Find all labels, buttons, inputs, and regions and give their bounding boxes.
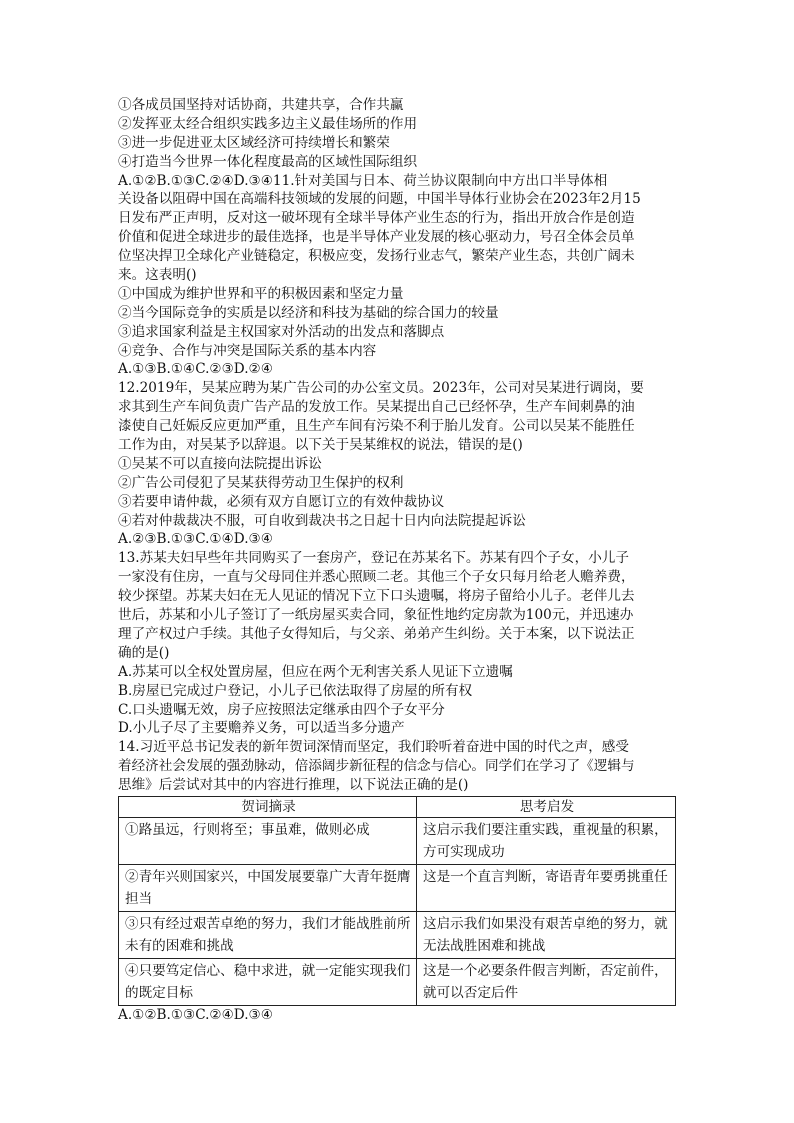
text-line: 理了产权过户手续。其他子女得知后，与父亲、弟弟产生纠纷。关于本案，以下说法正 bbox=[118, 625, 635, 642]
table-header-excerpt: 贺词摘录 bbox=[119, 796, 417, 817]
text-line: 工作为由，对吴某予以辞退。以下关于吴某维权的说法，错误的是() bbox=[118, 437, 523, 454]
text-line: A.①②B.①③C.②④D.③④11.针对美国与日本、荷兰协议限制向中方出口半导体相 bbox=[118, 172, 608, 189]
text-line: A.①③B.①④C.②③D.②④ bbox=[118, 361, 273, 378]
text-line: 价值和促进全球进步的最佳选择，也是半导体产业发展的核心驱动力，号召全体会员单 bbox=[118, 229, 635, 246]
text-line: ①各成员国坚持对话协商，共建共享，合作共赢 bbox=[118, 97, 404, 113]
text-line: 14.习近平总书记发表的新年贺词深情而坚定，我们聆听着奋进中国的时代之声，感受 bbox=[118, 739, 629, 756]
text-line: 较少探望。苏某夫妇在无人见证的情况下立下口头遗嘱，将房子留给小儿子。老伴儿去 bbox=[118, 588, 635, 605]
question-text-block bbox=[118, 96, 678, 795]
text-line: ②当今国际竞争的实质是以经济和科技为基础的综合国力的较量 bbox=[118, 304, 499, 321]
table-cell-excerpt: ①路虽远，行则将至；事虽难，做则必成 bbox=[119, 817, 417, 864]
text-line: 思维》后尝试对其中的内容进行推理，以下说法正确的是() bbox=[118, 777, 469, 794]
text-line: 确的是() bbox=[118, 644, 170, 661]
text-line: A.苏某可以全权处置房屋，但应在两个无利害关系人见证下立遗嘱 bbox=[118, 663, 513, 680]
text-line: C.口头遗嘱无效，房子应按照法定继承由四个子女平分 bbox=[118, 701, 445, 718]
text-line: 世后，苏某和小儿子签订了一纸房屋买卖合同，象征性地约定房款为100元，并迅速办 bbox=[118, 607, 634, 624]
text-line: ③若要申请仲裁，必须有双方自愿订立的有效仲裁协议 bbox=[118, 493, 445, 510]
text-line: 日发布严正声明，反对这一破坏现有全球半导体产业生态的行为，指出开放合作是创造 bbox=[118, 210, 635, 227]
table-row bbox=[119, 864, 676, 911]
table-header-row bbox=[119, 796, 676, 817]
text-line: 关设备以阻碍中国在高端科技领域的发展的问题，中国半导体行业协会在2023年2月15 bbox=[118, 191, 641, 208]
text-line: A.②③B.①③C.①④D.③④ bbox=[118, 531, 273, 548]
text-line: 一家没有住房，一直与父母同住并悉心照顾二老。其他三个子女只每月给老人赡养费， bbox=[118, 569, 635, 586]
table-cell-insight: 这是一个直言判断，寄语青年要勇挑重任 bbox=[417, 864, 676, 911]
text-line: ②发挥亚太经合组织实践多边主义最佳场所的作用 bbox=[118, 115, 418, 132]
table-cell-excerpt: ③只有经过艰苦卓绝的努力，我们才能战胜前所未有的困难和挑战 bbox=[119, 911, 417, 958]
text-line: 12.2019年，吴某应聘为某广告公司的办公室文员。2023年，公司对吴某进行调岗，要 bbox=[118, 380, 644, 397]
text-line: B.房屋已完成过户登记，小儿子已依法取得了房屋的所有权 bbox=[118, 682, 473, 699]
greeting-analysis-table bbox=[118, 796, 676, 1006]
table-header-insight: 思考启发 bbox=[417, 796, 676, 817]
text-line: 13.苏某夫妇早些年共同购买了一套房产，登记在苏某名下。苏某有四个子女，小儿子 bbox=[118, 550, 629, 567]
table-cell-excerpt: ②青年兴则国家兴，中国发展要靠广大青年挺膺担当 bbox=[119, 864, 417, 911]
text-line: 位坚决捍卫全球化产业链稳定，积极应变，发扬行业志气，繁荣产业生态，共创广阔未 bbox=[118, 248, 635, 265]
text-line: 漆使自己妊娠反应更加严重，且生产车间有污染不利于胎儿发育。公司以吴某不能胜任 bbox=[118, 418, 635, 435]
table-cell-insight: 这启示我们如果没有艰苦卓绝的努力，就无法战胜困难和挑战 bbox=[417, 911, 676, 958]
text-line: ②广告公司侵犯了吴某获得劳动卫生保护的权利 bbox=[118, 474, 404, 491]
text-line: ④打造当今世界一体化程度最高的区域性国际组织 bbox=[118, 153, 418, 170]
table-row bbox=[119, 911, 676, 958]
text-line: ③追求国家利益是主权国家对外活动的出发点和落脚点 bbox=[118, 323, 445, 340]
text-line: D.小儿子尽了主要赡养义务，可以适当多分遗产 bbox=[118, 720, 405, 737]
table-row bbox=[119, 817, 676, 864]
text-line: ①吴某不可以直接向法院提出诉讼 bbox=[118, 455, 322, 472]
text-line: 来。这表明() bbox=[118, 267, 197, 284]
text-line: ③进一步促进亚太区域经济可持续增长和繁荣 bbox=[118, 134, 390, 151]
table-cell-insight: 这启示我们要注重实践，重视量的积累，方可实现成功 bbox=[417, 817, 676, 864]
table-cell-excerpt: ④只要笃定信心、稳中求进，就一定能实现我们的既定目标 bbox=[119, 958, 417, 1005]
text-line: 着经济社会发展的强劲脉动，倍添阔步新征程的信念与信心。同学们在学习了《逻辑与 bbox=[118, 758, 635, 775]
final-answer-options: A.①②B.①③C.②④D.③④ bbox=[118, 1006, 273, 1023]
table-cell-insight: 这是一个必要条件假言判断，否定前件，就可以否定后件 bbox=[417, 958, 676, 1005]
text-line: 求其到生产车间负责广告产品的发放工作。吴某提出自己已经怀孕，生产车间刺鼻的油 bbox=[118, 399, 635, 416]
text-line: ④若对仲裁裁决不服，可自收到裁决书之日起十日内向法院提起诉讼 bbox=[118, 512, 526, 529]
text-line: ④竞争、合作与冲突是国际关系的基本内容 bbox=[118, 342, 377, 359]
text-line: ①中国成为维护世界和平的积极因素和坚定力量 bbox=[118, 285, 404, 302]
table-row bbox=[119, 958, 676, 1005]
document-page bbox=[118, 96, 678, 1025]
